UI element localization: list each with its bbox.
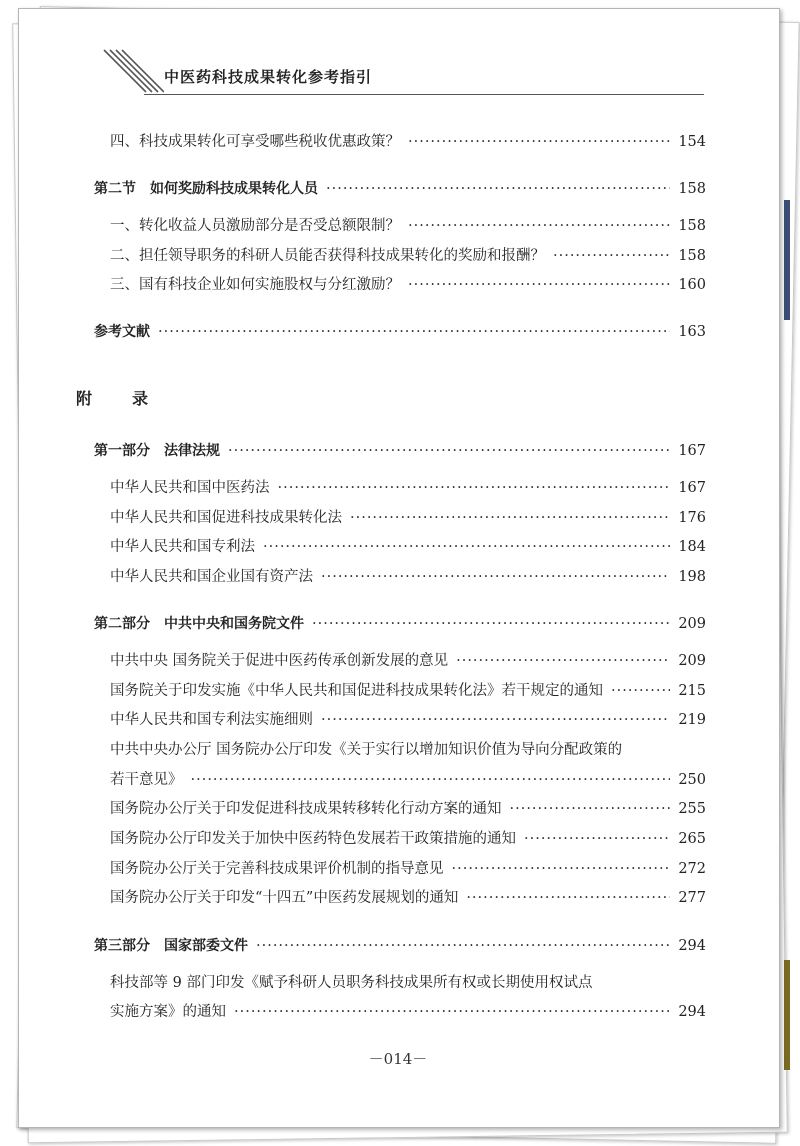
leader-dots (278, 478, 671, 498)
toc-entry-page: 265 (678, 831, 706, 847)
toc-entry[interactable] (110, 770, 706, 790)
toc-entry-page: 294 (678, 1004, 706, 1020)
toc-entry-label: 三、国有科技企业如何实施股权与分红激励？ (110, 277, 400, 293)
header-rule (144, 94, 704, 95)
toc-entry-page: 272 (678, 861, 706, 877)
leader-dots (524, 829, 670, 849)
toc-entry-page: 158 (678, 218, 706, 234)
toc-entry-page: 154 (678, 134, 706, 150)
leader-dots (158, 322, 670, 342)
toc-entry-label: 实施方案》的通知 (110, 1004, 226, 1020)
toc-entry[interactable] (110, 710, 706, 730)
leader-dots (510, 799, 671, 819)
toc-entry[interactable] (110, 478, 706, 498)
leader-dots (466, 888, 670, 908)
leader-dots (228, 441, 670, 461)
toc-entry-label: 中华人民共和国企业国有资产法 (110, 569, 313, 585)
toc-entry[interactable] (110, 829, 706, 849)
toc-entry[interactable] (110, 275, 706, 295)
document-page (18, 8, 778, 1126)
book-edge-accent-bottom (784, 960, 790, 1070)
toc-entry-page: 255 (678, 801, 706, 817)
toc-part-page: 209 (678, 616, 706, 632)
toc-section-title: 第二节 如何奖励科技成果转化人员 (94, 181, 318, 197)
toc-entry[interactable] (110, 859, 706, 879)
toc-entry-label: 中华人民共和国中医药法 (110, 480, 270, 496)
page-number: －014－ (368, 1050, 428, 1068)
toc-section-heading[interactable] (94, 179, 706, 199)
toc-entry-page: 184 (678, 539, 706, 555)
toc-entry-label: 一、转化收益人员激励部分是否受总额限制？ (110, 218, 400, 234)
toc-entry[interactable] (110, 651, 706, 671)
leader-dots (350, 508, 670, 528)
toc-entry[interactable] (110, 508, 706, 528)
toc-part-title: 第三部分 国家部委文件 (94, 938, 248, 954)
appendix-heading: 附 录 (76, 389, 161, 408)
toc-part-heading[interactable] (94, 441, 706, 461)
leader-dots (312, 614, 670, 634)
leader-dots (256, 936, 670, 956)
toc-entry-page: 167 (678, 480, 706, 496)
leader-dots (234, 1002, 670, 1022)
toc-entry-page: 250 (678, 772, 706, 788)
toc-part-heading[interactable] (94, 936, 706, 956)
leader-dots (452, 859, 671, 879)
leader-dots (611, 681, 670, 701)
toc-entry-label: 二、担任领导职务的科研人员能否获得科技成果转化的奖励和报酬？ (110, 248, 545, 264)
leader-dots (321, 710, 670, 730)
toc-references-page: 163 (678, 324, 706, 340)
toc-part-title: 第二部分 中共中央和国务院文件 (94, 616, 304, 632)
toc-references[interactable] (94, 322, 706, 342)
leader-dots (321, 567, 670, 587)
toc-entry[interactable] (110, 537, 706, 557)
toc-part-heading[interactable] (94, 614, 706, 634)
toc-entry-label: 国务院办公厅关于印发促进科技成果转移转化行动方案的通知 (110, 801, 502, 817)
toc-entry-page: 160 (678, 277, 706, 293)
leader-dots (408, 216, 670, 236)
toc-section-page: 158 (678, 181, 706, 197)
toc-entry-page: 219 (678, 712, 706, 728)
toc-entry-page: 215 (678, 683, 706, 699)
toc-references-title: 参考文献 (94, 324, 150, 340)
toc-entry-label: 中华人民共和国专利法实施细则 (110, 712, 313, 728)
leader-dots (408, 132, 670, 152)
toc-entry-label: 中华人民共和国促进科技成果转化法 (110, 510, 342, 526)
toc-entry[interactable] (110, 799, 706, 819)
toc-entry-label: 四、科技成果转化可享受哪些税收优惠政策？ (110, 134, 400, 150)
toc-entry-label: 国务院办公厅关于完善科技成果评价机制的指导意见 (110, 861, 444, 877)
toc-part-page: 294 (678, 938, 706, 954)
leader-dots (191, 770, 671, 790)
leader-dots (326, 179, 670, 199)
toc-entry-label: 中华人民共和国专利法 (110, 539, 255, 555)
toc-entry-page: 158 (678, 248, 706, 264)
toc-part-title: 第一部分 法律法规 (94, 443, 220, 459)
toc-entry-multiline-line1[interactable]: 中共中央办公厅 国务院办公厅印发《关于实行以增加知识价值为导向分配政策的 (110, 742, 623, 758)
running-header-title: 中医药科技成果转化参考指引 (164, 68, 373, 86)
leader-dots (263, 537, 670, 557)
toc-entry-label: 国务院关于印发实施《中华人民共和国促进科技成果转化法》若干规定的通知 (110, 683, 603, 699)
toc-entry-page: 198 (678, 569, 706, 585)
toc-entry-label: 国务院办公厅关于印发“十四五”中医药发展规划的通知 (110, 890, 459, 906)
toc-entry-label: 国务院办公厅印发关于加快中医药特色发展若干政策措施的通知 (110, 831, 516, 847)
leader-dots (408, 275, 670, 295)
book-edge-accent-top (784, 200, 790, 320)
toc-entry-label: 中共中央 国务院关于促进中医药传承创新发展的意见 (110, 653, 449, 669)
toc-entry-label: 若干意见》 (110, 772, 183, 788)
header-stripes-decoration (102, 48, 164, 94)
toc-entry-multiline-line1[interactable]: 科技部等 9 部门印发《赋予科研人员职务科技成果所有权或长期使用权试点 (110, 975, 593, 991)
toc-entry-page: 277 (678, 890, 706, 906)
toc-entry[interactable] (110, 888, 706, 908)
toc-entry[interactable] (110, 132, 706, 152)
leader-dots (456, 651, 670, 671)
toc-part-page: 167 (678, 443, 706, 459)
toc-entry[interactable] (110, 246, 706, 266)
toc-entry[interactable] (110, 1002, 706, 1022)
toc-entry[interactable] (110, 216, 706, 236)
leader-dots (553, 246, 670, 266)
toc-entry-page: 209 (678, 653, 706, 669)
toc-entry-page: 176 (678, 510, 706, 526)
toc-entry[interactable] (110, 567, 706, 587)
toc-entry[interactable] (110, 681, 706, 701)
